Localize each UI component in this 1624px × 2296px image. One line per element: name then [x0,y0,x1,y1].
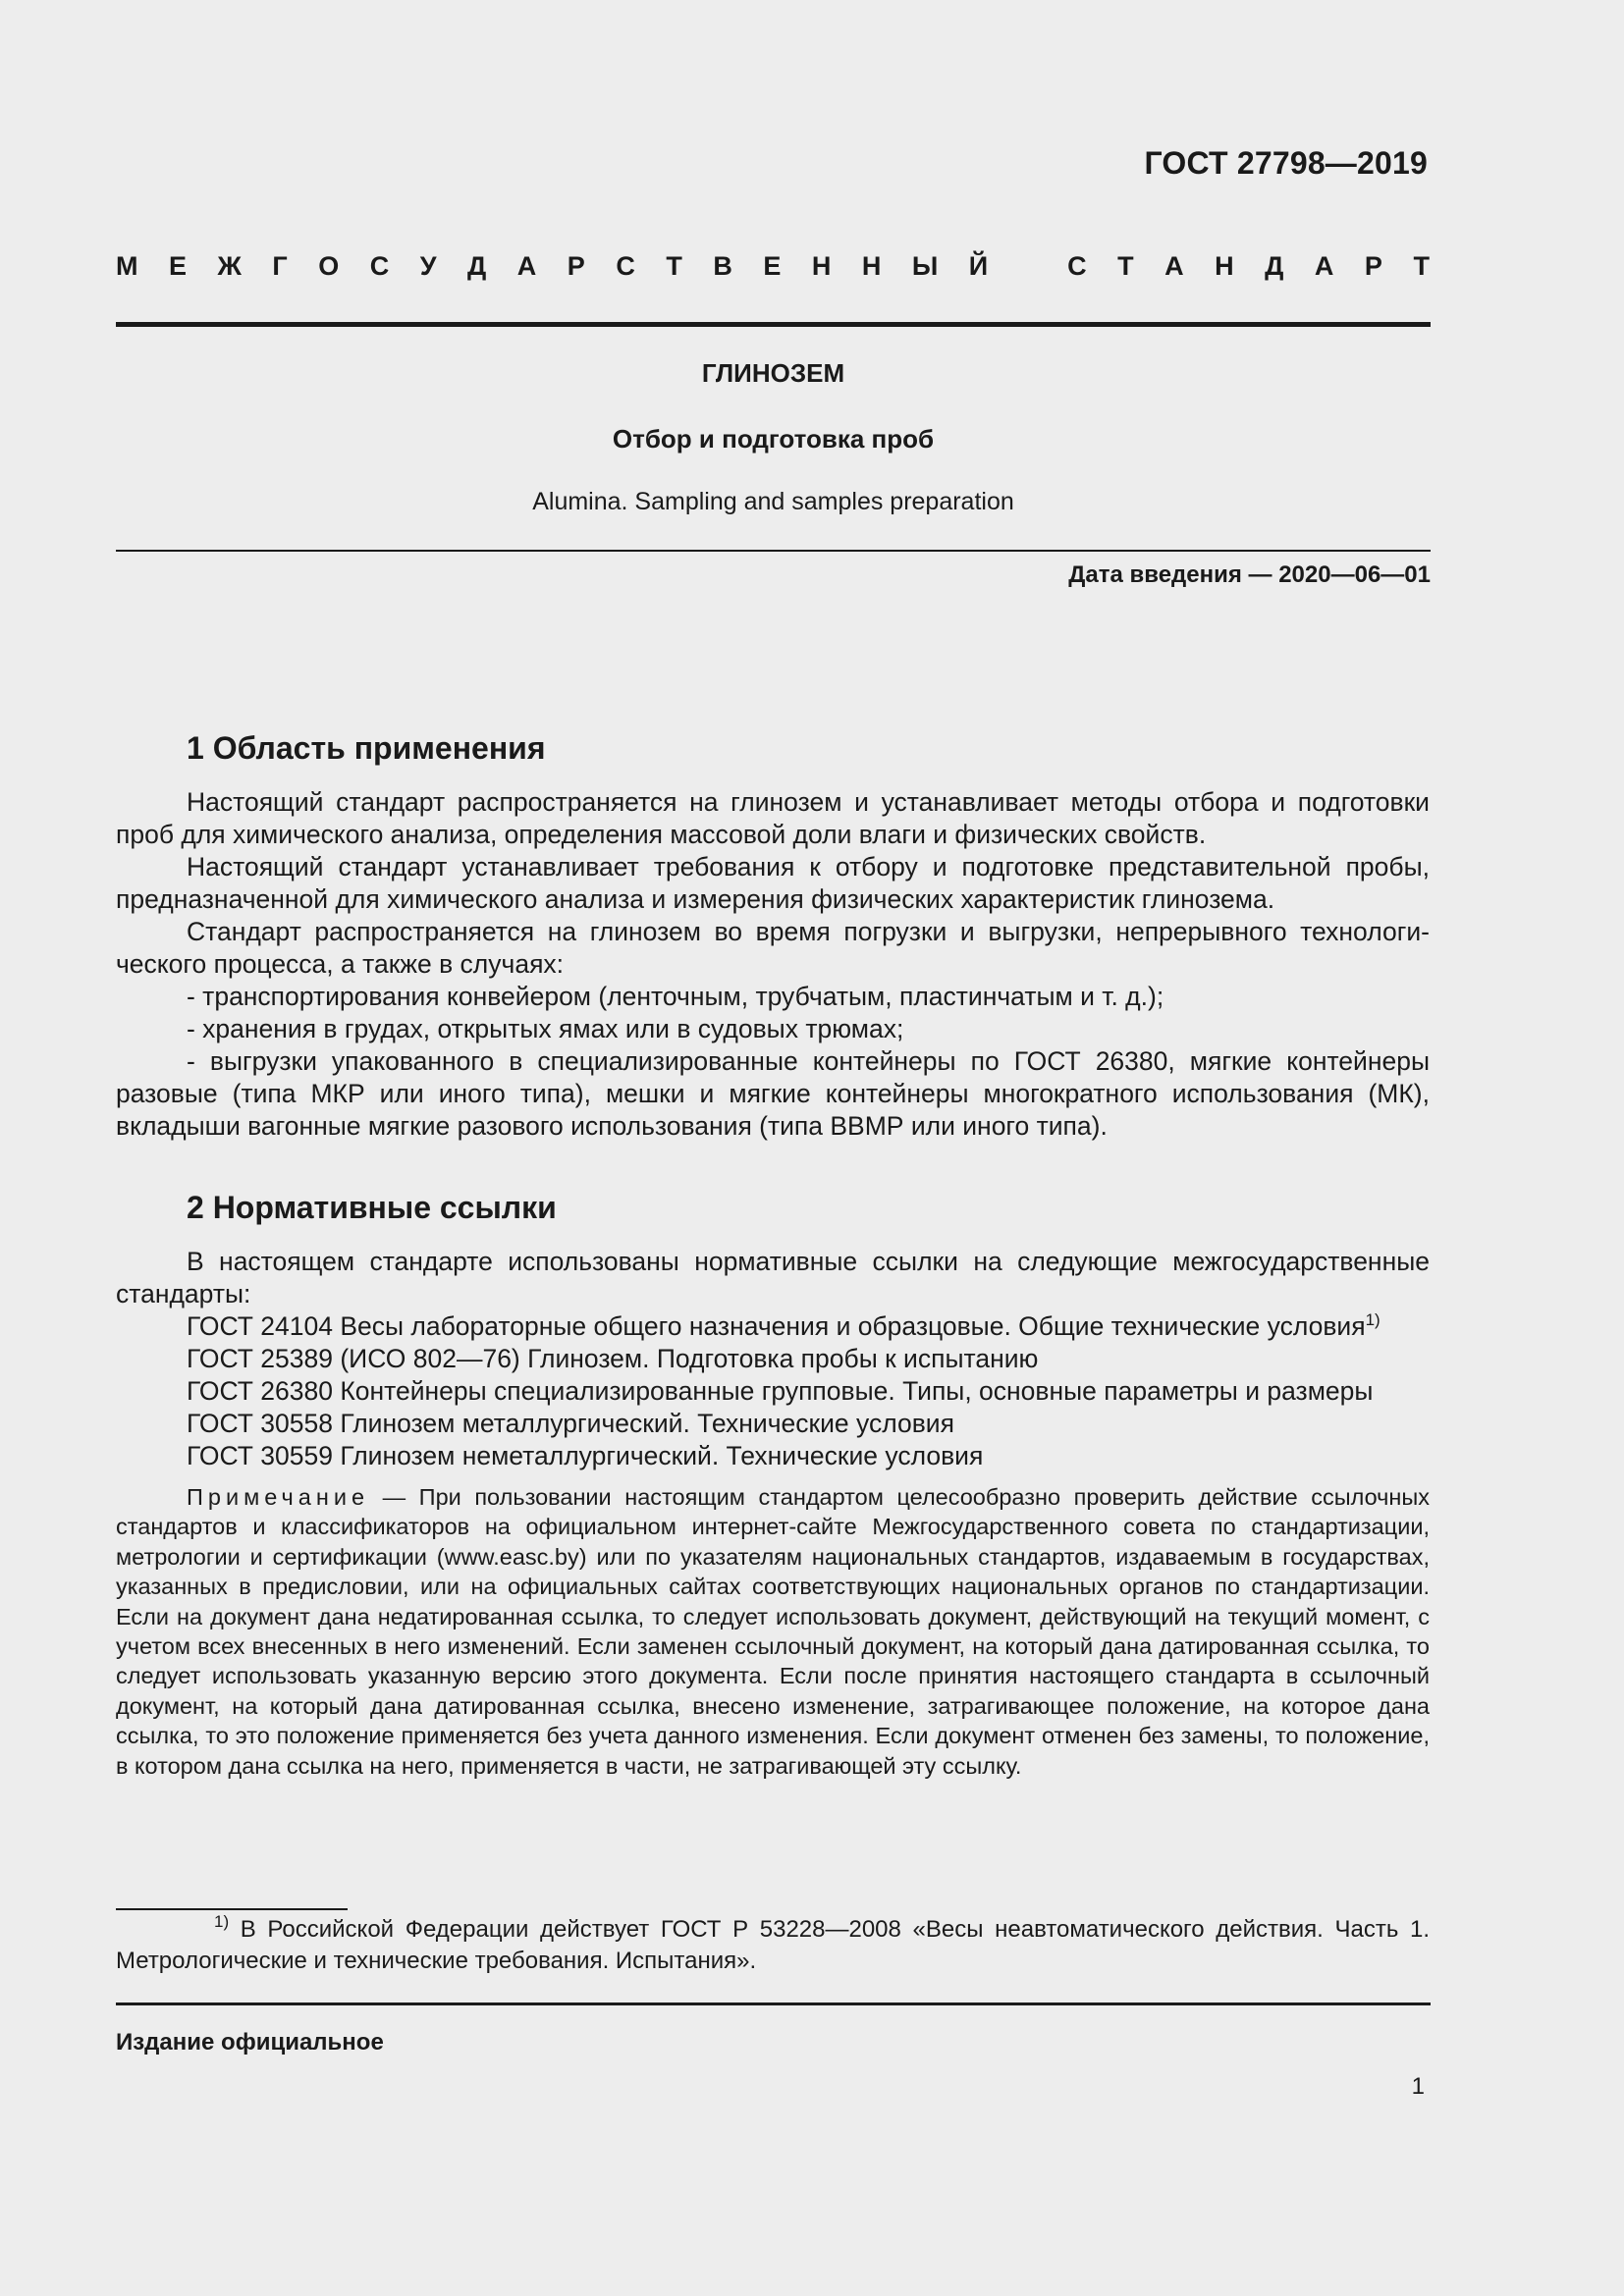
heading-letter: С [369,251,390,281]
heading-letter: Ы [911,251,939,281]
list-item: - транспортирования конвейером (ленточным, трубчатым, пластинчатым и т. д.); [187,982,1164,1011]
document-title-english: Alumina. Sampling and samples preparation [532,488,1014,515]
heading-letter: Е [169,251,188,281]
section-heading: 2 Нормативные ссылки [187,1190,557,1225]
heading-letter: Е [763,251,782,281]
heading-letter: Й [968,251,989,281]
reference-text: ГОСТ 24104 Весы лабораторные общего назначения и образцовые. Общие технические условия [187,1311,1366,1341]
heading-letter: Д [1265,251,1284,281]
document-code: ГОСТ 27798—2019 [1144,145,1428,181]
note-text: — При пользовании настоящим стандартом целесообразно проверить действие ссылочных стандартов и классификаторов на официальном интернет-сайте Межгосударственного совета по стандартизации, метрологии и сертификации (www.easc.by) или по указателям национальных стандартов, издаваемым в государствах, указанных в предисловии, или на официальных сайтах соответствующих национальных органов по стандартизации. Если на документ дана недатированная ссылка, то следует использовать документ, действующий на текущий момент, с учетом всех внесенных в него изменений. Если заменен ссылочный документ, на который дана датированная ссылка, то следует использовать указанную версию этого документа. Если после принятия настоящего стандарта в ссылочный документ, на который дана датированная ссылка, внесено изменение, затрагивающее положение, на которое дана ссылка, то это положение применяется без учета данного изменения. Если документ отменен без замены, то положение, в котором дана ссылка на него, применяется в части, не затрагивающей эту ссылку. [116,1484,1430,1779]
standard-type-heading [116,251,1430,282]
paragraph: В настоящем стандарте использованы нормативные ссылки на следующие межгосударственные стандарты: [116,1247,1430,1308]
note [116,1482,1430,1781]
footnote-divider [116,1908,348,1910]
heading-letter: В [713,251,732,281]
footnote-mark: 1) [1365,1310,1380,1329]
heading-letter: С [1067,251,1087,281]
heading-letter [1019,251,1037,282]
heading-letter: Н [861,251,882,281]
heading-letter: Т [1117,251,1134,281]
section-heading: 1 Область применения [187,730,546,766]
heading-letter: Т [1413,251,1430,281]
reference-item: ГОСТ 26380 Контейнеры специализированные групповые. Типы, основные параметры и размеры [187,1376,1374,1406]
reference-item: ГОСТ 30559 Глинозем неметаллургический. Технические условия [187,1441,984,1470]
heading-letter: М [116,251,138,281]
footnote-mark: 1) [214,1912,230,1931]
footer-divider [116,2002,1431,2005]
heading-letter: А [516,251,537,281]
heading-letter: А [1314,251,1334,281]
title-divider [116,550,1431,552]
section-1 [116,732,1430,1143]
reference-item [116,1310,1430,1343]
footnote [116,1914,1430,1977]
paragraph: Стандарт распространяется на глинозем во время погрузки и выгрузки, непрерывного технологи-ческого процесса, а также в случаях: [116,917,1430,979]
note-label: Примечание [187,1484,370,1510]
heading-letter: С [616,251,635,281]
introduction-date: Дата введения — 2020—06—01 [1068,561,1431,588]
heading-letter: Р [1364,251,1382,281]
paragraph: Настоящий стандарт распространяется на глинозем и устанавливает методы отбора и подготовки проб для химического анализа, определения массовой доли влаги и физических свойств. [116,787,1430,849]
heading-letter: Н [1215,251,1234,281]
heading-letter: О [318,251,340,281]
header-divider [116,322,1431,327]
heading-letter: Д [467,251,487,281]
section-2 [116,1192,1430,1781]
document-title: ГЛИНОЗЕМ [701,358,845,388]
reference-item: ГОСТ 25389 (ИСО 802—76) Глинозем. Подготовка пробы к испытанию [187,1344,1039,1373]
heading-letter: Ж [217,251,242,281]
page-number: 1 [1411,2073,1425,2100]
heading-letter: У [419,251,437,281]
list-item: - хранения в грудах, открытых ямах или в судовых трюмах; [187,1014,904,1043]
heading-letter: Т [666,251,682,281]
paragraph: Настоящий стандарт устанавливает требования к отбору и подготовке представительной пробы, предназначенной для химического анализа и измерения физических характеристик глинозема. [116,852,1430,914]
document-subtitle: Отбор и подготовка проб [612,424,935,454]
footnote-text: В Российской Федерации действует ГОСТ Р 53228—2008 «Весы неавтоматического действия. Часть 1. Метрологические и технические требования. Испытания». [116,1916,1430,1974]
heading-letter: А [1164,251,1184,281]
heading-letter: Г [272,251,288,281]
reference-item: ГОСТ 30558 Глинозем металлургический. Технические условия [187,1409,954,1438]
edition-label: Издание официальное [116,2029,384,2056]
list-item: - выгрузки упакованного в специализированные контейнеры по ГОСТ 26380, мягкие контейнеры разовые (типа МКР или иного типа), мешки и мягкие контейнеры многократного использования (МК), вкладыши вагонные мягкие разового использования (типа ВВМР или иного типа). [116,1046,1430,1141]
heading-letter: Н [811,251,832,281]
heading-letter: Р [567,251,585,281]
